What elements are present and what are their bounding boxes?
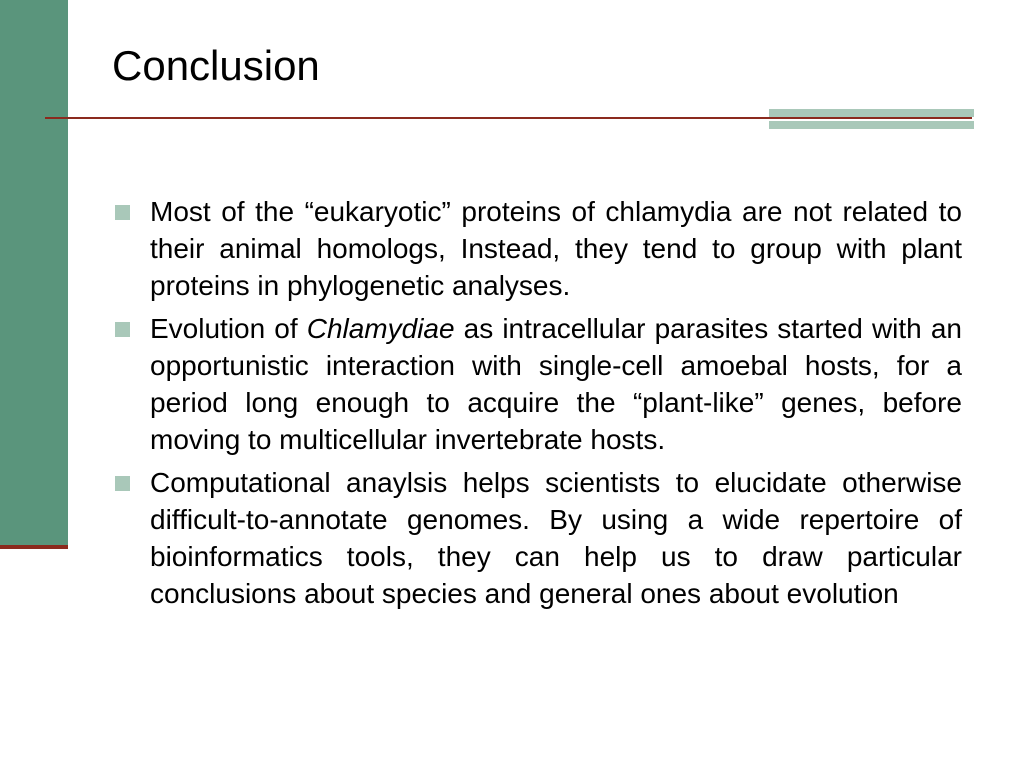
bullet-item-1	[112, 193, 962, 304]
square-bullet-icon	[115, 205, 130, 220]
bullet-text-2-prefix: Evolution of	[150, 313, 307, 344]
square-bullet-icon	[115, 322, 130, 337]
bullet-text-3: Computational anaylsis helps scientists to elucidate otherwise difficult-to-annotate genomes. By using a wide repertoire of bioinformatics tools, they can help us to draw particular conclusions about species and general ones about evolution	[150, 467, 962, 609]
bullet-text-2-suffix: as intracellular parasites started with an opportunistic interaction with single-cell amoebal hosts, for a period long enough to acquire the “plant-like” genes, before moving to multicellular invertebrate hosts.	[150, 313, 962, 455]
bullet-item-3	[112, 464, 962, 612]
bullet-item-2	[112, 310, 962, 458]
bullet-text-1: Most of the “eukaryotic” proteins of chlamydia are not related to their animal homologs, Instead, they tend to group with plant proteins in phylogenetic analyses.	[150, 196, 962, 301]
square-bullet-icon	[115, 476, 130, 491]
sidebar-rule	[0, 545, 68, 549]
slide-title: Conclusion	[112, 42, 320, 89]
title-accent-stripes	[769, 109, 974, 129]
sidebar-decoration	[0, 0, 68, 545]
accent-stripe-top	[769, 109, 974, 117]
bullet-text-2-italic: Chlamydiae	[306, 313, 455, 344]
bullet-list	[112, 193, 962, 618]
accent-stripe-bottom	[769, 121, 974, 129]
